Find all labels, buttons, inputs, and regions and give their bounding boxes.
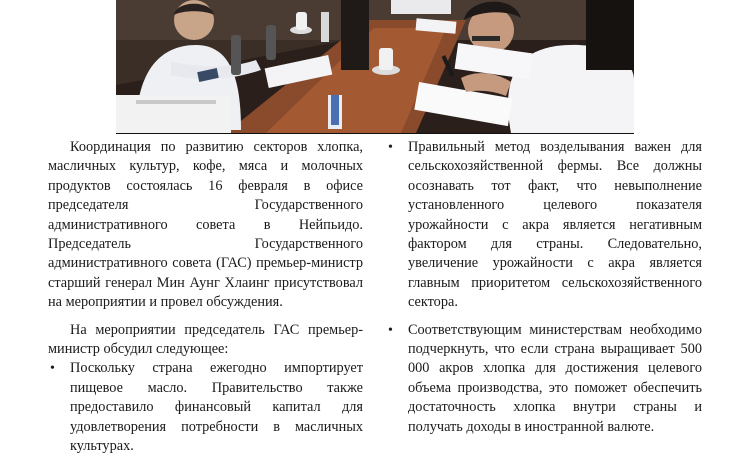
right-bullet-list <box>386 138 702 437</box>
list-item <box>48 359 363 456</box>
left-column <box>48 138 363 457</box>
discussion-lead: На мероприятии председатель ГАС премьер-министр обсудил следующее: <box>48 321 363 358</box>
bullet-icon: • <box>388 140 393 155</box>
list-item <box>386 138 702 313</box>
bullet-icon: • <box>388 322 393 338</box>
right-column <box>386 138 702 437</box>
intro-paragraph: Координация по развитию секторов хлопка, масличных культур, кофе, мяса и молочных продуктов состоялась 16 февраля в офисе председателя Государственного административного совета в Нейпьидо. Председатель Государственного административного совета (ГАС) премьер-министр старший генерал Мин Аунг Хлаинг присутствовал на мероприятии и провел обсуждения. <box>48 139 363 311</box>
bullet-text: Соответствующим министерствам необходимо подчеркнуть, что если страна выращивает 500 000 акров хлопка для достижения целевого объема производства, это поможет обеспечить достаточность хлопка внутри страны и получать доходы в иностранной валюте. <box>408 321 702 435</box>
meeting-photo <box>116 0 634 134</box>
bullet-text: Правильный метод возделывания важен для сельскохозяйственной фермы. Все должны осознавать тот факт, что невыполнение установленного целевого показателя урожайности с акра является негативным фактором для страны. Следовательно, увеличение урожайности с акра является главным приоритетом сельскохозяйственного сектора. <box>408 139 702 311</box>
left-bullet-list <box>48 359 363 456</box>
bullet-icon: • <box>50 361 55 377</box>
bullet-text: Поскольку страна ежегодно импортирует пищевое масло. Правительство также предоставило финансовый капитал для удовлетворения потребности в масличных культурах. <box>70 360 363 455</box>
list-item <box>386 321 702 437</box>
